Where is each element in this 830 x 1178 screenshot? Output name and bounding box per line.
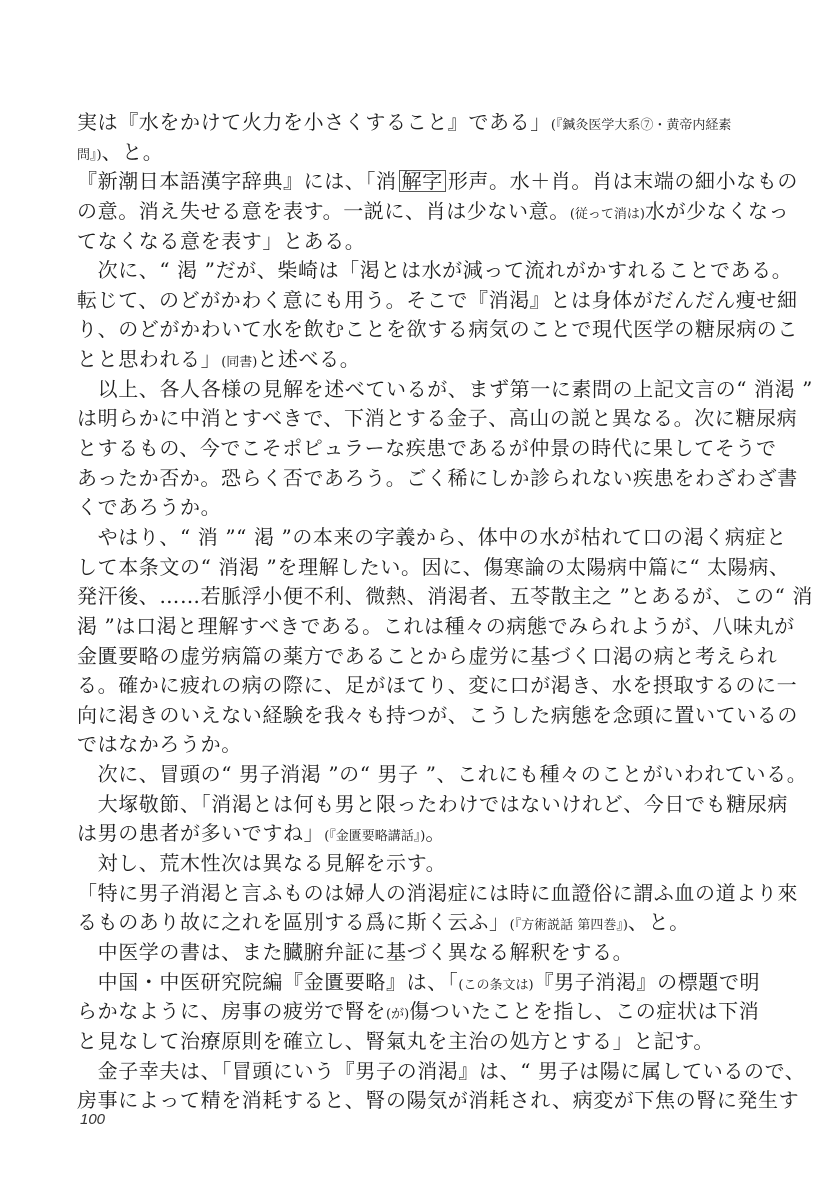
text-line xyxy=(77,315,798,345)
text-line xyxy=(77,523,787,553)
body-text xyxy=(77,108,813,1116)
citation-note: (この条文は) xyxy=(458,977,534,993)
text-line xyxy=(77,493,757,523)
text-line xyxy=(77,790,788,820)
citation-note: (『金匱要略講話』) xyxy=(324,829,426,845)
citation-note: (従って消は) xyxy=(569,206,645,222)
citation-note: 問』) xyxy=(77,147,102,163)
text-line xyxy=(77,286,798,316)
text-segment: 房事によって精を消耗すると、腎の陽気が消耗され、病変が下焦の腎に発生す xyxy=(77,1088,800,1113)
text-line xyxy=(77,1027,757,1057)
text-line xyxy=(77,108,757,138)
text-segment: るものあり故に之れを區別する爲に斯く云ふ」 xyxy=(77,910,510,935)
text-line xyxy=(77,701,798,731)
text-segment: 実は『水をかけて火力を小さくすること』である」 xyxy=(77,110,551,134)
text-segment: 傷ついたことを指し、この症状は下消 xyxy=(409,999,760,1024)
text-segment: とと思われる」 xyxy=(77,347,222,372)
text-line xyxy=(77,404,798,434)
text-segment: 対し、荒木性次は異なる見解を示す。 xyxy=(77,851,447,876)
text-segment: 以上、各人各様の見解を述べているが、まず第一に素問の上記文言の“ 消渇 ” xyxy=(77,376,813,401)
text-line xyxy=(77,197,790,227)
text-line xyxy=(77,642,778,672)
text-segment: 『男子消渇』の標題で明 xyxy=(533,969,761,994)
text-line xyxy=(77,819,757,849)
text-line xyxy=(77,138,757,168)
page-number: 100 xyxy=(80,1111,106,1128)
text-segment: は男の患者が多いですね」 xyxy=(77,821,325,846)
text-segment: る。確かに疲れの病の際に、足がほてり、変に口が渇き、水を摂取するのに一 xyxy=(77,673,798,698)
text-segment: ではなかろうか。 xyxy=(77,732,242,757)
text-segment: 次に、“ 渇 ”だが、柴崎は「渇とは水が減って流れがかすれることである。 xyxy=(77,258,793,283)
text-segment: り、のどがかわいて水を飲むことを欲する病気のことで現代医学の糖尿病のこ xyxy=(77,317,798,342)
text-line xyxy=(77,730,757,760)
text-segment: 大塚敬節、「消渇とは何も男と限ったわけではないけれど、今日でも糖尿病 xyxy=(77,791,788,816)
citation-note: (が) xyxy=(386,1007,410,1023)
text-segment: 渇 ”は口渇と理解すべきである。これは種々の病態でみられようが、八味丸が xyxy=(77,613,795,638)
text-segment: 『新潮日本語漢字辞典』には、「消 xyxy=(77,169,397,194)
text-line xyxy=(77,1057,806,1087)
text-segment: 中医学の書は、また臓腑弁証に基づく異なる解釈をする。 xyxy=(77,939,634,964)
text-segment: 金匱要略の虚労病篇の薬方であることから虚労に基づく口渇の病と考えられ xyxy=(77,643,778,668)
text-segment: らかなように、房事の疲労で腎を xyxy=(77,999,386,1024)
text-segment: あったか否か。恐らく否であろう。ごく稀にしか診られない疾患をわざわざ書 xyxy=(77,465,798,490)
text-segment: とするもの、今でこそポピュラーな疾患であるが仲景の時代に果してそうで xyxy=(77,436,777,461)
text-segment: 中国・中医研究院編『金匱要略』は、「 xyxy=(77,969,459,994)
text-line xyxy=(77,582,813,612)
text-segment: と見なして治療原則を確立し、腎氣丸を主治の処方とする」と記す。 xyxy=(77,1028,714,1053)
citation-note: (『方術説話 第四巻』) xyxy=(509,918,628,934)
text-segment: くであろうか。 xyxy=(77,495,222,520)
text-line xyxy=(77,968,761,998)
text-segment: 発汗後、……若脈浮小便不利、微熱、消渇者、五苓散主之 ”とあるが、この“ 消 xyxy=(77,584,813,609)
text-line xyxy=(77,908,757,938)
text-segment: の意。消え失せる意を表す。一説に、肖は少ない意。 xyxy=(77,198,570,223)
text-segment: して本条文の“ 消渇 ”を理解したい。因に、傷寒論の太陽病中篇に“ 太陽病、 xyxy=(77,554,790,579)
text-line xyxy=(77,849,757,879)
text-line xyxy=(77,1086,800,1116)
text-segment: 金子幸夫は、「冒頭にいう『男子の消渇』は、“ 男子は陽に属しているので、 xyxy=(77,1058,806,1083)
text-segment: 転じて、のどがかわく意にも用う。そこで『消渇』とは身体がだんだん痩せ細 xyxy=(77,287,798,312)
text-segment: 、と。 xyxy=(627,910,690,935)
text-line xyxy=(77,464,798,494)
text-segment: 次に、冒頭の“ 男子消渇 ”の“ 男子 ”、これにも種々のことがいわれている。 xyxy=(77,762,808,787)
text-line xyxy=(77,553,790,583)
text-segment: 。 xyxy=(425,821,446,846)
boxed-label: 解字 xyxy=(399,170,446,192)
text-line xyxy=(77,612,795,642)
citation-note: (同書) xyxy=(221,355,258,371)
text-segment: てなくなる意を表す」とある。 xyxy=(77,228,366,253)
text-line xyxy=(77,760,808,790)
text-line xyxy=(77,256,793,286)
text-line xyxy=(77,671,798,701)
text-line xyxy=(77,167,799,197)
text-segment: 水が少なくなっ xyxy=(644,198,790,223)
text-line xyxy=(77,345,757,375)
text-line xyxy=(77,997,760,1027)
text-segment: やはり、“ 消 ”“ 渇 ”の本来の字義から、体中の水が枯れて口の渇く病症と xyxy=(77,524,787,549)
text-segment: 「特に男子消渇と言ふものは婦人の消渇症には時に血證俗に謂ふ血の道より來 xyxy=(77,880,798,905)
text-line xyxy=(77,879,798,909)
citation-note: (『鍼灸医学大系⑦・黄帝内経素 xyxy=(550,118,732,133)
text-segment: 形声。水＋肖。肖は末端の細小なもの xyxy=(447,169,799,194)
text-segment: 、と。 xyxy=(101,139,164,164)
text-segment: と述べる。 xyxy=(257,347,361,372)
text-line xyxy=(77,375,813,405)
text-line xyxy=(77,227,757,257)
text-line xyxy=(77,434,777,464)
text-line xyxy=(77,938,757,968)
text-segment: 向に渇きのいえない経験を我々も持つが、こうした病態を念頭に置いているの xyxy=(77,702,798,727)
text-segment: は明らかに中消とすべきで、下消とする金子、高山の説と異なる。次に糖尿病 xyxy=(77,406,798,431)
